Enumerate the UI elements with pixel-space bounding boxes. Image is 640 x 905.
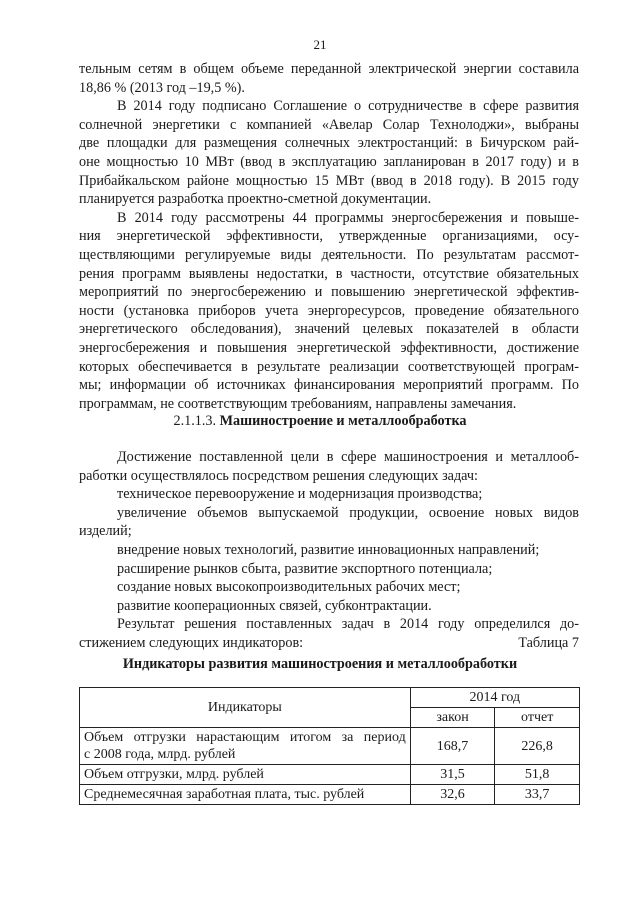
section-heading xyxy=(0,412,640,431)
text-line: мы; информации об источниках финансирования мероприятий программ. По xyxy=(79,377,579,394)
header-report: отчет xyxy=(495,708,580,728)
text-line: планируется разработка проектно-сметной документации. xyxy=(79,191,432,208)
table-row xyxy=(80,785,580,805)
text-line: В 2014 году рассмотрены 44 программы энергосбережения и повыше- xyxy=(117,209,579,226)
list-item-continuation: изделий; xyxy=(79,523,132,540)
header-indicators: Индикаторы xyxy=(80,688,411,728)
list-item: развитие кооперационных связей, субконтрактации. xyxy=(117,597,432,614)
paragraph-energy-programs xyxy=(79,209,579,414)
list-item: расширение рынков сбыта, развитие экспортного потенциала; xyxy=(117,560,493,577)
indicator-name: Среднемесячная заработная плата, тыс. рублей xyxy=(80,785,411,805)
report-value: 51,8 xyxy=(495,765,580,785)
text-line: Прибайкальском районе мощностью 15 МВт (ввод в 2018 году). В 2015 году xyxy=(79,172,579,189)
list-item: создание новых высокопроизводительных рабочих мест; xyxy=(117,579,461,596)
report-value: 33,7 xyxy=(495,785,580,805)
paragraph-solar-agreement xyxy=(79,97,579,209)
table-row xyxy=(80,728,580,765)
text-line: Достижение поставленной цели в сфере машиностроения и металлооб- xyxy=(117,449,579,465)
text-line: две площадки для размещения солнечных электростанций: в Бичурском рай- xyxy=(79,135,579,152)
text-line: энергосбережения и повышения энергетической эффективности, достижение xyxy=(79,339,579,356)
text-line: солнечной энергетики с компанией «Авелар Солар Технолоджи», выбраны xyxy=(79,116,579,133)
list-item: внедрение новых технологий, развитие инновационных направлений; xyxy=(117,541,540,558)
indicator-name: Объем отгрузки, млрд. рублей xyxy=(80,765,411,785)
text-line: оне мощностью 10 МВт (ввод в эксплуатацию запланирован в 2017 году) и в xyxy=(79,153,579,170)
section-title: Машиностроение и металлообработка xyxy=(219,413,467,429)
text-line: работки осуществлялось посредством решения следующих задач: xyxy=(79,467,478,484)
text-line: ности (установка приборов учета энергоресурсов, проведение обязательного xyxy=(79,302,579,319)
text-line: 18,86 % (2013 год –19,5 %). xyxy=(79,79,245,96)
header-year: 2014 год xyxy=(410,688,579,708)
text-line: Результат решения поставленных задач в 2014 году определился до- xyxy=(117,616,579,633)
text-line: рения программ выявлены недостатки, в частности, отсутствие обязательных xyxy=(79,265,579,282)
indicators-table xyxy=(79,687,580,805)
text-line: которых обеспечивается в результате реализации соответствующей програм- xyxy=(79,358,579,375)
text-line: программам, не соответствующим требованиям, направлены замечания. xyxy=(79,395,517,412)
text-line: энергетического обследования), значений целевых показателей в области xyxy=(79,321,579,338)
report-value: 226,8 xyxy=(495,728,580,765)
task-list xyxy=(79,485,579,615)
text-line: ния энергетической эффективности, утвержденные организациями, осу- xyxy=(79,228,579,245)
cell-line: Объем отгрузки нарастающим итогом за период xyxy=(84,730,406,745)
table-header-row xyxy=(80,688,580,708)
indicator-name xyxy=(80,728,411,765)
page-number: 21 xyxy=(313,37,327,52)
text-line: В 2014 году подписано Соглашение о сотрудничестве в сфере развития xyxy=(117,98,579,115)
text-line: мероприятий по энергосбережению и повышению энергетической эффектив- xyxy=(79,284,579,301)
text-line: ществляющими регулируемые виды деятельности. По результатам рассмот- xyxy=(79,246,579,263)
text-line: стижением следующих индикаторов: xyxy=(79,634,304,651)
table-title: Индикаторы развития машиностроения и металлообработки xyxy=(122,656,518,672)
list-item: техническое перевооружение и модернизация производства; xyxy=(117,486,483,503)
header-law: закон xyxy=(410,708,495,728)
paragraph-grid-share xyxy=(79,60,579,97)
section-number: 2.1.1.3. xyxy=(173,413,217,429)
body-text-top xyxy=(79,60,579,413)
law-value: 31,5 xyxy=(410,765,495,785)
cell-line: с 2008 года, млрд. рублей xyxy=(84,747,236,762)
law-value: 168,7 xyxy=(410,728,495,765)
table-caption: Таблица 7 xyxy=(518,635,579,651)
law-value: 32,6 xyxy=(410,785,495,805)
list-item: увеличение объемов выпускаемой продукции, освоение новых видов xyxy=(117,504,579,521)
text-line: тельным сетям в общем объеме переданной электрической энергии составила xyxy=(79,61,579,77)
body-text-machinery xyxy=(79,448,579,653)
table-row xyxy=(80,765,580,785)
